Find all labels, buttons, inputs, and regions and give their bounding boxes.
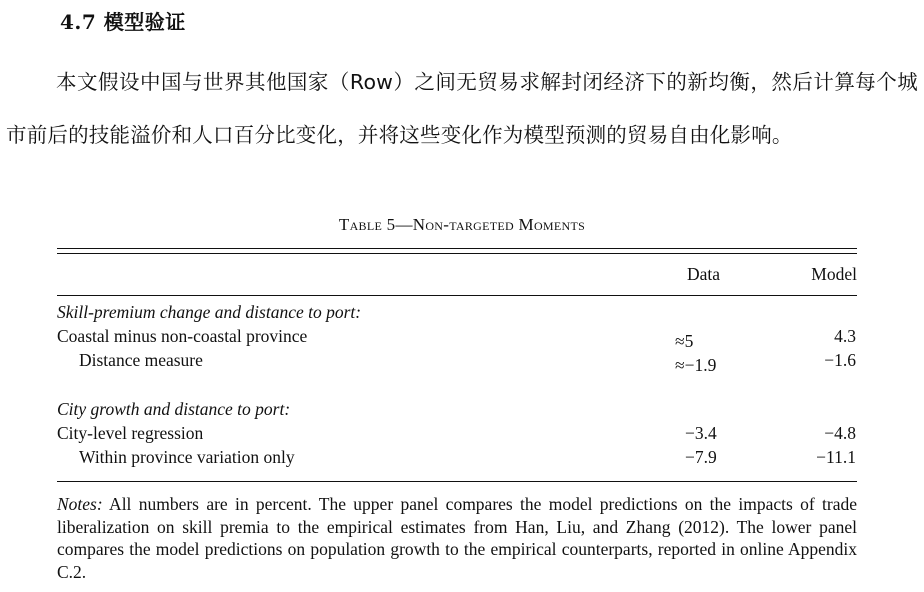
model-value: −1.6 [824, 350, 856, 370]
table-notes [57, 493, 857, 583]
panel-title: City growth and distance to port: [57, 399, 291, 419]
section-heading: 4.7 模型验证 [60, 10, 186, 34]
table-row [57, 324, 857, 351]
model-value: −4.8 [824, 423, 856, 443]
row-label: Coastal minus non-coastal province [57, 326, 308, 346]
panel-title-row [57, 300, 857, 324]
table-row [57, 445, 857, 469]
table-row [57, 348, 857, 375]
column-header-model: Model [811, 264, 857, 284]
data-value: ≈−1.9 [675, 355, 717, 375]
model-value: −11.1 [816, 447, 856, 467]
data-value: −7.9 [685, 447, 717, 467]
table-top-rule [57, 248, 857, 249]
row-label: City-level regression [57, 423, 204, 443]
table-top-rule-double [57, 253, 857, 254]
table-header-rule [57, 295, 857, 296]
column-header-data: Data [687, 264, 721, 284]
panel-title-row [57, 397, 857, 421]
row-label: Within province variation only [79, 447, 295, 467]
data-value: −3.4 [685, 423, 717, 443]
table-bottom-rule [57, 481, 857, 482]
notes-label: Notes: [57, 494, 103, 514]
notes-text: All numbers are in percent. The upper panel compares the model predictions on the impacts of trade liberalization on skill premia to the empirical estimates from Han, Liu, and Zhang (2012). The lower panel compares the model predictions on population growth to the empirical counterparts, reported in online Appendix C.2. [57, 494, 857, 582]
data-value: ≈5 [675, 331, 694, 351]
table-caption: Table 5—Non-targeted Moments [338, 215, 586, 234]
table-row [57, 421, 857, 445]
model-value: 4.3 [834, 326, 856, 346]
body-paragraph: 本文假设中国与世界其他国家（Row）之间无贸易求解封闭经济下的新均衡，然后计算每个城市前后的技能溢价和人口百分比变化，并将这些变化作为模型预测的贸易自由化影响。 [6, 70, 918, 147]
panel-title: Skill-premium change and distance to port: [57, 302, 362, 322]
row-label: Distance measure [79, 350, 203, 370]
